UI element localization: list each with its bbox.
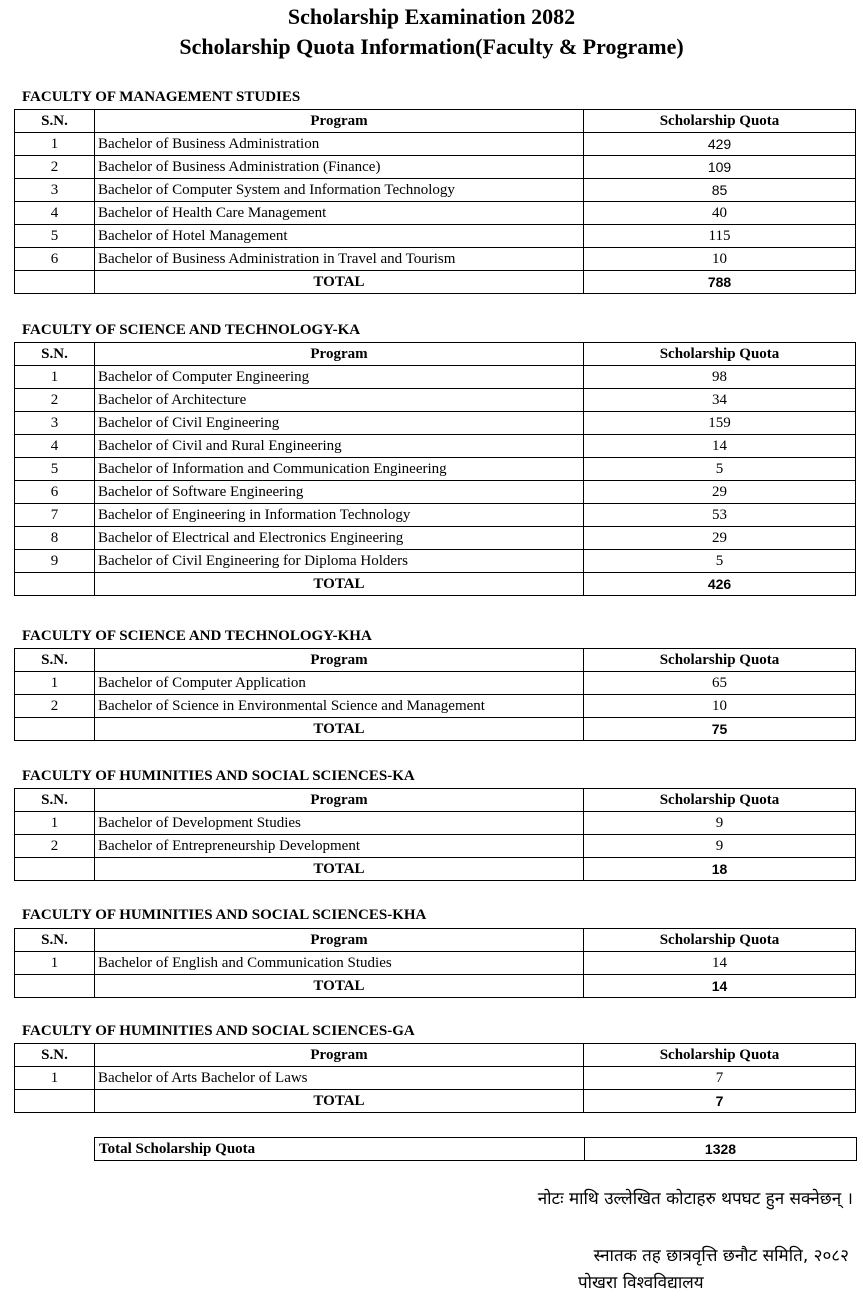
quota-cell: 53 [584, 504, 856, 527]
faculty-heading: FACULTY OF MANAGEMENT STUDIES [22, 89, 301, 105]
table-row [15, 179, 856, 202]
quota-cell: 34 [584, 389, 856, 412]
sn-cell: 1 [15, 366, 95, 389]
sn-cell: 3 [15, 179, 95, 202]
total-value: 426 [584, 573, 856, 596]
sn-cell: 5 [15, 225, 95, 248]
sn-header: S.N. [15, 929, 95, 952]
quota-cell: 9 [584, 812, 856, 835]
sn-cell: 1 [15, 952, 95, 975]
table-row [15, 156, 856, 179]
total-row [15, 573, 856, 596]
quota-cell: 7 [584, 1067, 856, 1090]
faculty-heading: FACULTY OF HUMINITIES AND SOCIAL SCIENCES-KA [22, 768, 415, 784]
total-empty-cell [15, 975, 95, 998]
total-empty-cell [15, 1090, 95, 1113]
grand-total-value: 1328 [585, 1138, 857, 1161]
total-empty-cell [15, 718, 95, 741]
total-label: TOTAL [95, 718, 584, 741]
total-row [15, 1090, 856, 1113]
quota-table [14, 648, 856, 741]
committee-signature: स्नातक तह छात्रवृत्ति छनौट समिति, २०८२ [593, 1246, 849, 1266]
table-row [15, 952, 856, 975]
program-cell: Bachelor of Computer Engineering [95, 366, 584, 389]
table-row [15, 550, 856, 573]
program-cell: Bachelor of English and Communication Studies [95, 952, 584, 975]
sn-header: S.N. [15, 649, 95, 672]
sn-cell: 1 [15, 133, 95, 156]
table-header-row [15, 343, 856, 366]
sn-cell: 6 [15, 481, 95, 504]
quota-header: Scholarship Quota [584, 343, 856, 366]
total-value: 14 [584, 975, 856, 998]
table-row [15, 225, 856, 248]
total-value: 7 [584, 1090, 856, 1113]
quota-table [14, 342, 856, 596]
total-empty-cell [15, 271, 95, 294]
sn-cell: 9 [15, 550, 95, 573]
program-cell: Bachelor of Architecture [95, 389, 584, 412]
program-cell: Bachelor of Business Administration [95, 133, 584, 156]
total-label: TOTAL [95, 858, 584, 881]
program-cell: Bachelor of Civil and Rural Engineering [95, 435, 584, 458]
sn-cell: 4 [15, 435, 95, 458]
document-subtitle: Scholarship Quota Information(Faculty & Programe) [179, 34, 684, 59]
quota-cell: 109 [584, 156, 856, 179]
total-row [15, 271, 856, 294]
sn-cell: 5 [15, 458, 95, 481]
quota-cell: 10 [584, 695, 856, 718]
program-header: Program [95, 110, 584, 133]
program-cell: Bachelor of Engineering in Information Technology [95, 504, 584, 527]
sn-cell: 2 [15, 835, 95, 858]
quota-cell: 429 [584, 133, 856, 156]
table-header-row [15, 789, 856, 812]
quota-cell: 5 [584, 458, 856, 481]
total-label: TOTAL [95, 271, 584, 294]
program-cell: Bachelor of Development Studies [95, 812, 584, 835]
total-value: 788 [584, 271, 856, 294]
total-value: 75 [584, 718, 856, 741]
sn-cell: 3 [15, 412, 95, 435]
table-row [15, 481, 856, 504]
grand-total-label: Total Scholarship Quota [95, 1138, 585, 1161]
program-cell: Bachelor of Science in Environmental Science and Management [95, 695, 584, 718]
table-row [15, 202, 856, 225]
total-row [15, 718, 856, 741]
table-header-row [15, 649, 856, 672]
sn-header: S.N. [15, 789, 95, 812]
quota-cell: 40 [584, 202, 856, 225]
total-label: TOTAL [95, 975, 584, 998]
note-text: नोटः माथि उल्लेखित कोटाहरु थपघट हुन सक्नेछन् । [537, 1189, 853, 1209]
table-row [15, 527, 856, 550]
quota-header: Scholarship Quota [584, 110, 856, 133]
grand-total-table [94, 1137, 857, 1161]
sn-cell: 4 [15, 202, 95, 225]
sn-cell: 1 [15, 1067, 95, 1090]
program-cell: Bachelor of Software Engineering [95, 481, 584, 504]
table-row [15, 672, 856, 695]
table-row [15, 504, 856, 527]
total-label: TOTAL [95, 1090, 584, 1113]
quota-cell: 65 [584, 672, 856, 695]
quota-cell: 9 [584, 835, 856, 858]
total-empty-cell [15, 858, 95, 881]
quota-cell: 5 [584, 550, 856, 573]
quota-table [14, 928, 856, 998]
table-row [15, 133, 856, 156]
quota-cell: 115 [584, 225, 856, 248]
program-cell: Bachelor of Computer System and Information Technology [95, 179, 584, 202]
sn-cell: 1 [15, 812, 95, 835]
program-header: Program [95, 929, 584, 952]
program-cell: Bachelor of Civil Engineering [95, 412, 584, 435]
quota-header: Scholarship Quota [584, 789, 856, 812]
grand-total-row [95, 1138, 857, 1161]
table-row [15, 835, 856, 858]
table-row [15, 248, 856, 271]
table-row [15, 366, 856, 389]
table-row [15, 458, 856, 481]
sn-cell: 2 [15, 389, 95, 412]
quota-cell: 10 [584, 248, 856, 271]
quota-header: Scholarship Quota [584, 649, 856, 672]
program-cell: Bachelor of Information and Communication Engineering [95, 458, 584, 481]
document-title: Scholarship Examination 2082 [287, 4, 576, 29]
table-header-row [15, 929, 856, 952]
program-header: Program [95, 1044, 584, 1067]
program-header: Program [95, 789, 584, 812]
sn-cell: 8 [15, 527, 95, 550]
faculty-heading: FACULTY OF HUMINITIES AND SOCIAL SCIENCES-KHA [22, 907, 427, 923]
quota-cell: 29 [584, 527, 856, 550]
program-cell: Bachelor of Entrepreneurship Development [95, 835, 584, 858]
university-name: पोखरा विश्वविद्यालय [578, 1273, 704, 1293]
program-header: Program [95, 343, 584, 366]
table-header-row [15, 1044, 856, 1067]
faculty-heading: FACULTY OF HUMINITIES AND SOCIAL SCIENCES-GA [22, 1023, 415, 1039]
sn-cell: 1 [15, 672, 95, 695]
quota-cell: 98 [584, 366, 856, 389]
quota-cell: 14 [584, 435, 856, 458]
quota-cell: 29 [584, 481, 856, 504]
quota-header: Scholarship Quota [584, 929, 856, 952]
total-row [15, 975, 856, 998]
program-cell: Bachelor of Electrical and Electronics Engineering [95, 527, 584, 550]
faculty-heading: FACULTY OF SCIENCE AND TECHNOLOGY-KA [22, 322, 361, 338]
program-cell: Bachelor of Arts Bachelor of Laws [95, 1067, 584, 1090]
faculty-heading: FACULTY OF SCIENCE AND TECHNOLOGY-KHA [22, 628, 372, 644]
quota-cell: 85 [584, 179, 856, 202]
total-empty-cell [15, 573, 95, 596]
table-header-row [15, 110, 856, 133]
total-value: 18 [584, 858, 856, 881]
total-label: TOTAL [95, 573, 584, 596]
quota-header: Scholarship Quota [584, 1044, 856, 1067]
sn-cell: 6 [15, 248, 95, 271]
quota-cell: 159 [584, 412, 856, 435]
table-row [15, 695, 856, 718]
table-row [15, 412, 856, 435]
total-row [15, 858, 856, 881]
sn-cell: 7 [15, 504, 95, 527]
sn-header: S.N. [15, 343, 95, 366]
table-row [15, 435, 856, 458]
table-row [15, 389, 856, 412]
sn-cell: 2 [15, 156, 95, 179]
sn-cell: 2 [15, 695, 95, 718]
program-header: Program [95, 649, 584, 672]
program-cell: Bachelor of Business Administration (Finance) [95, 156, 584, 179]
quota-table [14, 1043, 856, 1113]
program-cell: Bachelor of Hotel Management [95, 225, 584, 248]
sn-header: S.N. [15, 110, 95, 133]
table-row [15, 1067, 856, 1090]
quota-table [14, 788, 856, 881]
quota-cell: 14 [584, 952, 856, 975]
program-cell: Bachelor of Civil Engineering for Diploma Holders [95, 550, 584, 573]
table-row [15, 812, 856, 835]
program-cell: Bachelor of Health Care Management [95, 202, 584, 225]
program-cell: Bachelor of Computer Application [95, 672, 584, 695]
sn-header: S.N. [15, 1044, 95, 1067]
quota-table [14, 109, 856, 294]
program-cell: Bachelor of Business Administration in Travel and Tourism [95, 248, 584, 271]
